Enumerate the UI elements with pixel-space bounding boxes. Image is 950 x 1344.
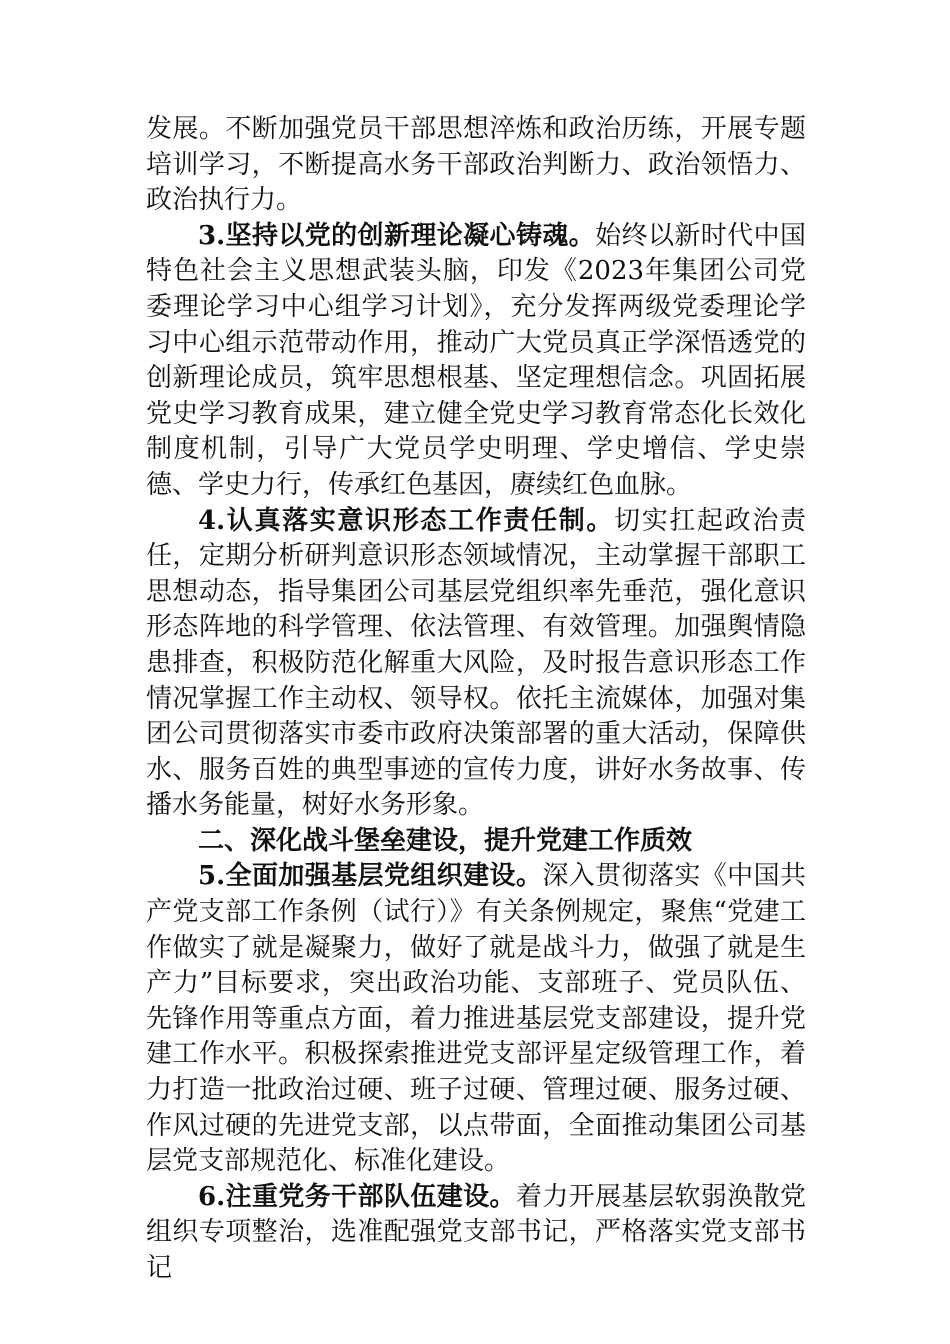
paragraph-lead-heading: 3.坚持以党的创新理论凝心铸魂。 xyxy=(198,220,596,251)
paragraph-item-5 xyxy=(146,859,806,1179)
paragraph-lead-heading: 6.注重党务干部队伍建设。 xyxy=(198,1181,516,1212)
paragraph-body: 深入贯彻落实《中国共产党支部工作条例（试行）》有关条例规定，聚焦“党建工作做实了就是凝聚力，做好了就是战斗力，做强了就是生产力”目标要求，突出政治功能、支部班子、党员队伍、先锋作用等重点方面，着力推进基层党支部建设，提升党建工作水平。积极探索推进党支部评星定级管理工作，着力打造一批政治过硬、班子过硬、管理过硬、服务过硬、作风过硬的先进党支部，以点带面，全面推动集团公司基层党支部规范化、标准化建设。 xyxy=(146,861,806,1177)
paragraph-item-3 xyxy=(146,219,806,504)
paragraph-body: 始终以新时代中国特色社会主义思想武装头脑，印发《2023年集团公司党委理论学习中心组学习计划》，充分发挥两级党委理论学习中心组示范带动作用，推动广大党员真正学深悟透党的创新理论成员，筑牢思想根基、坚定理想信念。巩固拓展党史学习教育成果，建立健全党史学习教育常态化长效化制度机制，引导广大党员学史明理、学史增信、学史崇德、学史力行，传承红色基因，赓续红色血脉。 xyxy=(146,220,806,500)
paragraph-lead-heading: 4.认真落实意识形态工作责任制。 xyxy=(198,505,615,536)
paragraph-body: 切实扛起政治责任，定期分析研判意识形态领域情况，主动掌握干部职工思想动态，指导集团公司基层党组织率先垂范，强化意识形态阵地的科学管理、依法管理、有效管理。加强舆情隐患排查，积极防范化解重大风险，及时报告意识形态工作情况掌握工作主动权、领导权。依托主流媒体，加强对集团公司贯彻落实市委市政府决策部署的重大活动，保障供水、服务百姓的典型事迹的宣传力度，讲好水务故事、传播水务能量，树好水务形象。 xyxy=(146,505,806,821)
paragraph-continuation xyxy=(146,112,806,219)
paragraph-body: 发展。不断加强党员干部思想淬炼和政治历练，开展专题培训学习，不断提高水务干部政治判断力、政治领悟力、政治执行力。 xyxy=(146,114,806,216)
paragraph-item-4 xyxy=(146,504,806,824)
paragraph-body: 着力开展基层软弱涣散党组织专项整治，选准配强党支部书记，严格落实党支部书记 xyxy=(146,1181,806,1283)
paragraph-lead-heading: 5.全面加强基层党组织建设。 xyxy=(198,861,543,892)
document-page xyxy=(146,112,806,1287)
paragraph-item-6 xyxy=(146,1180,806,1287)
section-heading: 二、深化战斗堡垒建设，提升党建工作质效 xyxy=(198,825,693,856)
